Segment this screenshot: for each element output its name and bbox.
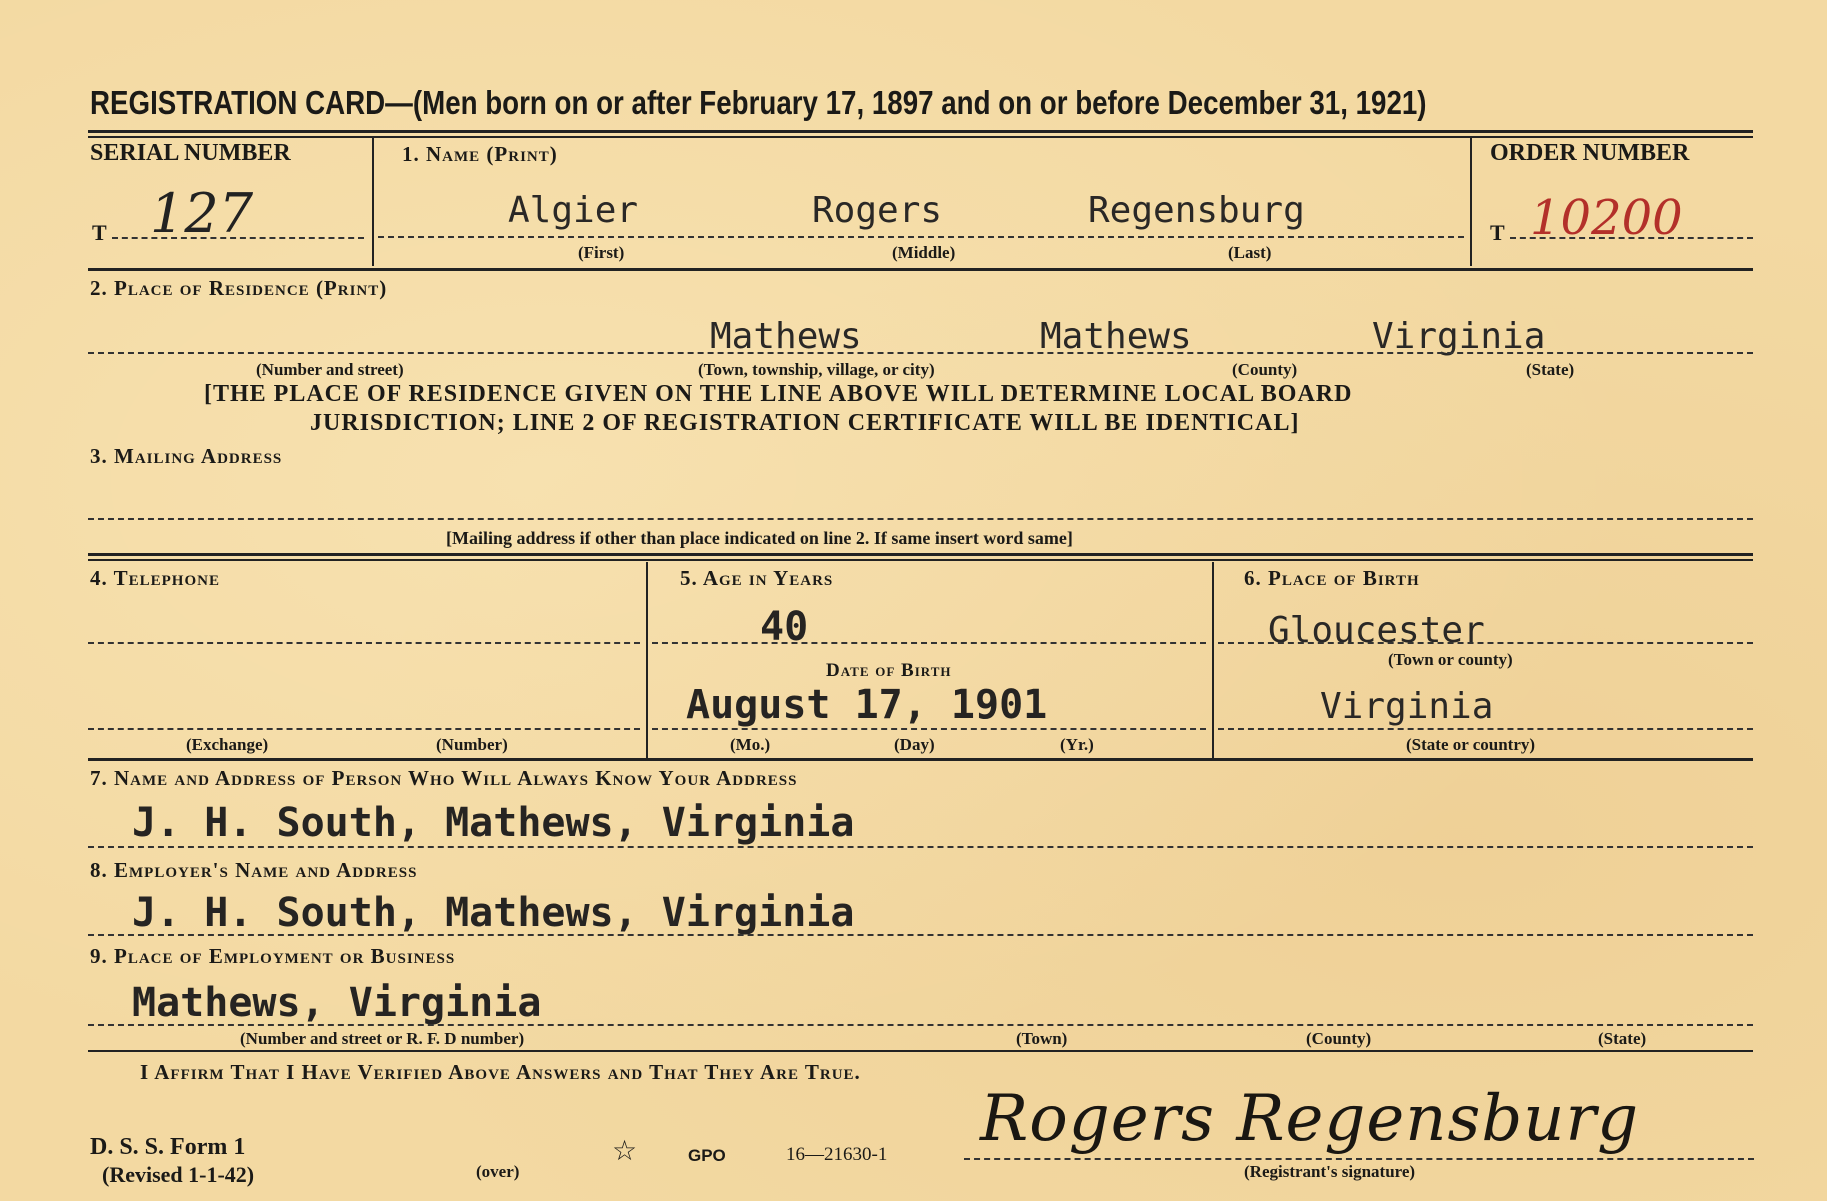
residence-line — [88, 352, 1753, 354]
contact-line — [88, 846, 1753, 848]
caption-state-country: (State or country) — [1406, 735, 1536, 754]
caption-town: (Town, township, village, or city) — [698, 360, 935, 379]
age-line — [652, 642, 1206, 644]
serial-number-value: 127 — [150, 182, 254, 245]
form-revised: (Revised 1-1-42) — [102, 1162, 255, 1187]
row6-rule — [88, 758, 1753, 761]
caption-exchange: (Exchange) — [186, 735, 269, 754]
order-number-value: 10200 — [1530, 190, 1683, 246]
card-title: REGISTRATION CARD—(Men born on or after February 17, 1897 and on or before December 31, 1921) — [90, 84, 1427, 121]
birthplace-town-value: Gloucester — [1268, 610, 1485, 651]
order-number-label: ORDER NUMBER — [1490, 140, 1690, 166]
age-value: 40 — [760, 604, 809, 650]
caption-rfd: (Number and street or R. F. D number) — [240, 1029, 525, 1048]
contact-label: 7. Name and Address of Person Who Will Always Know Your Address — [90, 766, 798, 790]
mailing-line — [88, 518, 1753, 520]
caption-emp-county: (County) — [1306, 1029, 1372, 1048]
row3-rule-inner — [88, 559, 1753, 561]
name-label: 1. Name (Print) — [402, 142, 558, 166]
telephone-label: 4. Telephone — [90, 566, 220, 590]
affirmation-text: I Affirm That I Have Verified Above Answers and That They Are True. — [140, 1060, 861, 1084]
caption-county: (County) — [1232, 360, 1298, 379]
dob-value: August 17, 1901 — [686, 682, 1048, 728]
serial-prefix: T — [92, 220, 107, 245]
dob-label: Date of Birth — [826, 660, 952, 681]
star-icon: ☆ — [612, 1134, 638, 1167]
residence-label: 2. Place of Residence (Print) — [90, 276, 388, 300]
dob-line — [652, 728, 1206, 730]
caption-middle: (Middle) — [892, 243, 956, 262]
over-label: (over) — [476, 1162, 520, 1181]
mailing-caption: [Mailing address if other than place indicated on line 2. If same insert word same] — [446, 528, 1073, 548]
residence-town-value: Mathews — [710, 316, 862, 357]
caption-first: (First) — [578, 243, 625, 262]
divider-order — [1470, 138, 1472, 266]
birthplace-state-value: Virginia — [1320, 686, 1494, 727]
caption-town-county: (Town or county) — [1388, 650, 1513, 669]
telephone-line1 — [88, 642, 640, 644]
row1-rule — [88, 268, 1753, 271]
caption-emp-town: (Town) — [1016, 1029, 1068, 1048]
divider-telephone — [646, 562, 648, 758]
telephone-line2 — [88, 728, 640, 730]
name-line — [378, 236, 1464, 238]
top-rule — [88, 130, 1753, 133]
birthplace-label: 6. Place of Birth — [1244, 566, 1420, 590]
jurisdiction-note-line2: JURISDICTION; LINE 2 OF REGISTRATION CERTIFICATE WILL BE IDENTICAL] — [310, 410, 1300, 436]
gpo-label: GPO — [688, 1146, 726, 1165]
contact-value: J. H. South, Mathews, Virginia — [132, 800, 855, 846]
employment-value: Mathews, Virginia — [132, 980, 542, 1026]
employment-line — [88, 1024, 1753, 1026]
divider-serial — [372, 138, 374, 266]
caption-emp-state: (State) — [1598, 1029, 1647, 1048]
middle-name-value: Rogers — [812, 190, 943, 231]
caption-year: (Yr.) — [1060, 735, 1094, 754]
employer-line — [88, 934, 1753, 936]
registrant-signature: Rogers Regensburg — [980, 1082, 1640, 1156]
jurisdiction-note-line1: [THE PLACE OF RESIDENCE GIVEN ON THE LINE ABOVE WILL DETERMINE LOCAL BOARD — [204, 381, 1353, 407]
caption-last: (Last) — [1228, 243, 1272, 262]
caption-state: (State) — [1526, 360, 1575, 379]
signature-caption: (Registrant's signature) — [1244, 1162, 1416, 1181]
caption-number: (Number) — [436, 735, 508, 754]
birthplace-state-line — [1218, 728, 1753, 730]
residence-county-value: Mathews — [1040, 316, 1192, 357]
caption-street: (Number and street) — [256, 360, 404, 379]
serial-number-label: SERIAL NUMBER — [90, 140, 291, 166]
mailing-address-label: 3. Mailing Address — [90, 444, 283, 468]
print-code: 16—21630-1 — [786, 1144, 888, 1165]
caption-month: (Mo.) — [730, 735, 771, 754]
caption-day: (Day) — [894, 735, 935, 754]
divider-age — [1212, 562, 1214, 758]
employer-value: J. H. South, Mathews, Virginia — [132, 890, 855, 936]
age-label: 5. Age in Years — [680, 566, 834, 590]
serial-line — [112, 237, 364, 239]
top-rule-inner — [88, 136, 1753, 138]
order-prefix: T — [1490, 220, 1505, 245]
signature-line — [964, 1158, 1754, 1160]
employer-label: 8. Employer's Name and Address — [90, 858, 418, 882]
row3-rule — [88, 553, 1753, 556]
residence-state-value: Virginia — [1372, 316, 1546, 357]
first-name-value: Algier — [508, 190, 639, 231]
row9-rule — [88, 1050, 1753, 1052]
form-number: D. S. S. Form 1 — [90, 1134, 246, 1160]
last-name-value: Regensburg — [1088, 190, 1305, 231]
order-line — [1510, 237, 1753, 239]
employment-label: 9. Place of Employment or Business — [90, 944, 456, 968]
birthplace-town-line — [1218, 642, 1753, 644]
